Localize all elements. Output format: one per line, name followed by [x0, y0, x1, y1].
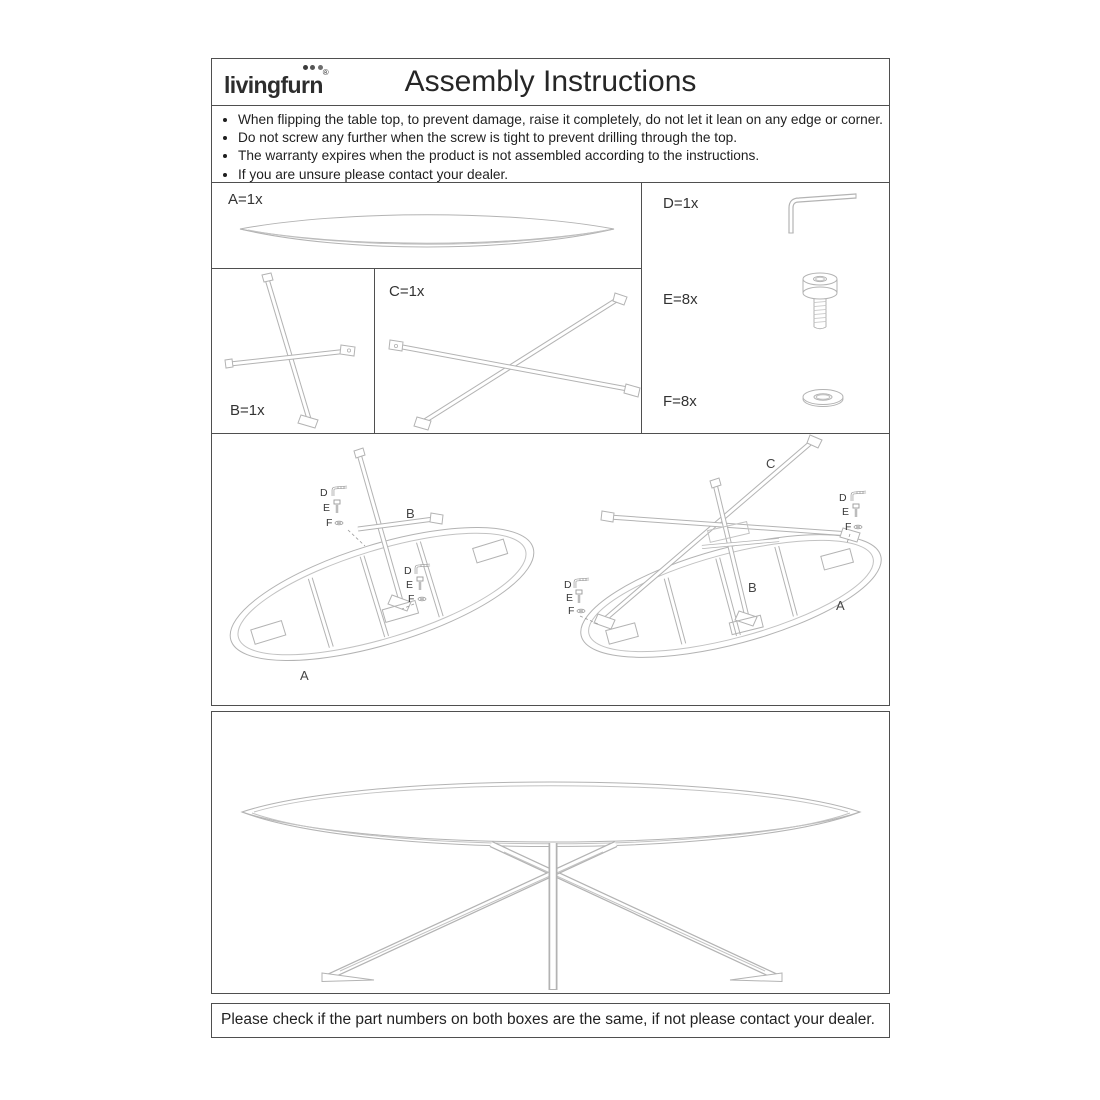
mini-allen-key-icon — [852, 491, 866, 501]
hardware-callout — [564, 578, 598, 624]
part-c-leg-drawing — [375, 269, 641, 433]
callout-letter-e: E — [406, 579, 414, 591]
washer-icon — [798, 386, 848, 412]
part-a-label: A=1x — [228, 191, 263, 208]
note-item-4: • If you are unsure please contact your dealer. — [238, 166, 883, 184]
part-c-label: C=1x — [389, 283, 425, 300]
part-d-label: D=1x — [663, 195, 699, 212]
callout-letter-d: D — [839, 492, 847, 504]
hardware-column — [642, 183, 890, 433]
note-item-2: • Do not screw any further when the screw is tight to prevent drilling through the top. — [238, 129, 883, 147]
brand-name: livingfurn — [224, 72, 323, 98]
footer-note — [211, 1003, 890, 1038]
mini-bolt-icon — [576, 590, 582, 603]
callout-letter-d: D — [564, 579, 572, 591]
allen-key-icon — [780, 191, 864, 239]
assembly-steps-drawing — [212, 434, 889, 705]
brand-logo — [224, 68, 329, 99]
mini-bolt-icon — [334, 500, 340, 513]
step2-label-a: A — [836, 598, 845, 613]
mini-washer-icon — [335, 521, 343, 525]
instruction-sheet-main — [211, 58, 890, 706]
step1-label-a: A — [300, 668, 309, 683]
assembly-steps — [212, 434, 889, 705]
callout-letter-e: E — [323, 502, 331, 514]
part-c-cell — [375, 269, 642, 433]
mini-bolt-icon — [417, 577, 423, 590]
parts-list — [212, 183, 889, 434]
part-e-label: E=8x — [663, 291, 698, 308]
callout-letter-f: F — [326, 517, 333, 529]
step2-label-c: C — [766, 456, 776, 471]
mini-washer-icon — [577, 609, 585, 613]
callout-letter-e: E — [566, 592, 574, 604]
part-a-cell — [212, 183, 642, 269]
step1-diagram — [216, 448, 547, 688]
step2-label-b: B — [748, 580, 757, 595]
logo-dots-icon — [303, 65, 323, 70]
page-title: Assembly Instructions — [404, 65, 697, 98]
registered-mark: ® — [322, 68, 329, 77]
mini-bolt-icon — [853, 504, 859, 517]
header — [212, 59, 889, 106]
hardware-callout — [320, 486, 365, 546]
mini-allen-key-icon — [333, 486, 347, 496]
step1-label-b: B — [406, 506, 415, 521]
callout-letter-f: F — [568, 605, 575, 617]
callout-letter-d: D — [404, 565, 412, 577]
mini-washer-icon — [418, 597, 426, 601]
part-b-leg-drawing — [212, 269, 375, 433]
note-item-3: • The warranty expires when the product is not assembled according to the instructions. — [238, 147, 883, 165]
assembled-table-panel — [211, 711, 890, 994]
step2-diagram — [564, 435, 889, 682]
note-item-1: • When flipping the table top, to prevent damage, raise it completely, do not let it lean on any edge or corner. — [238, 111, 883, 129]
callout-letter-e: E — [842, 506, 850, 518]
callout-letter-d: D — [320, 487, 328, 499]
part-b-label: B=1x — [230, 402, 265, 419]
part-f-label: F=8x — [663, 393, 697, 410]
mini-allen-key-icon — [575, 578, 589, 588]
part-b-cell — [212, 269, 375, 433]
safety-notes-list — [212, 106, 889, 183]
callout-letter-f: F — [845, 521, 852, 533]
callout-letter-f: F — [408, 593, 415, 605]
mini-allen-key-icon — [416, 564, 430, 574]
assembled-table-drawing — [212, 712, 889, 993]
mini-washer-icon — [854, 525, 862, 529]
part-a-tabletop-drawing — [212, 183, 642, 269]
bolt-icon — [798, 269, 842, 333]
footer-text: Please check if the part numbers on both boxes are the same, if not please contact your dealer. — [221, 1011, 875, 1028]
